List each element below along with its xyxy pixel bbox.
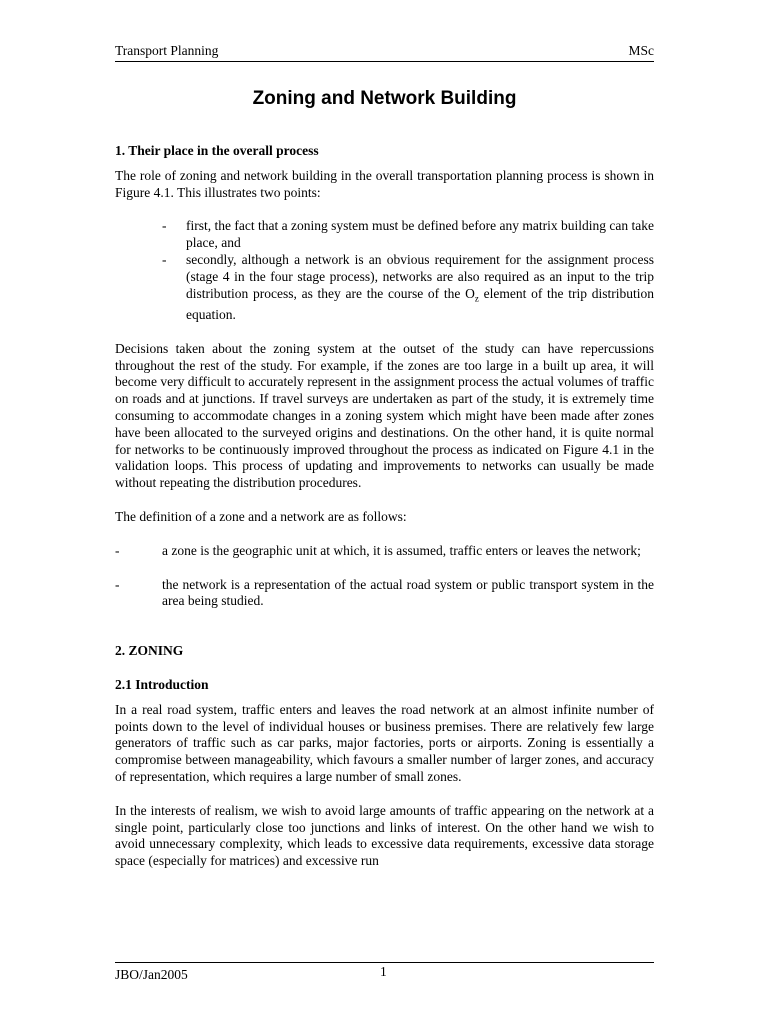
bullet-dash: - <box>162 251 167 267</box>
bullet-dash: - <box>162 218 167 234</box>
section1-heading: 1. Their place in the overall process <box>115 143 319 158</box>
document-body <box>115 143 654 870</box>
section2-heading: 2. ZONING <box>115 643 184 659</box>
document-title: Zoning and Network Building <box>252 88 517 109</box>
subscript: z <box>474 293 479 304</box>
bullet-dash: - <box>115 576 120 592</box>
definition-text: the network is a representation of the actual road system or public transport system in the area being studied. <box>162 576 654 609</box>
list-item-text-tail: element of the trip distribution equation. <box>186 285 655 323</box>
page-header <box>115 43 654 62</box>
definition-item <box>115 543 654 560</box>
list-item-text: secondly, although a network is an obvious requirement for the assignment process (stage 4 in the four stage process), networks are also required as an input to the trip distribution process, as they are the course of the O <box>186 251 654 301</box>
page-footer <box>115 962 654 982</box>
footer-author-date: JBO/Jan2005 <box>115 967 188 982</box>
bullet-dash: - <box>115 542 120 558</box>
page-number: 1 <box>380 964 387 979</box>
header-course-title: Transport Planning <box>115 43 219 58</box>
section1-paragraph-2: Decisions taken about the zoning system at the outset of the study can have repercussions throughout the rest of the study. For example, if the zones are too large in a built up area, it will become very difficult to accurately represent in the assignment process the actual volumes of traffic on roads and at junctions. If travel surveys are undertaken as part of the study, it is extremely time consuming to accommodate changes in a zoning system which might have been made after zones have been allocated to the surveyed origins and destinations. On the other hand, it is quite normal for networks to be continuously improved throughout the process as indicated on Figure 4.1 in the validation loops. This process of updating and improvements to networks can usually be made without repeating the distribution procedures. <box>115 340 654 491</box>
definition-text: a zone is the geographic unit at which, it is assumed, traffic enters or leaves the network; <box>162 542 641 558</box>
section2-paragraph-2: In the interests of realism, we wish to avoid large amounts of traffic appearing on the network at a single point, particularly close too junctions and links of interest. On the other hand we wish to avoid unnecessary complexity, which leads to excessive data requirements, excessive data storage space (especially for matrices) and excessive run <box>115 802 654 869</box>
section1-intro: The role of zoning and network building in the overall transportation planning process is shown in Figure 4.1. This illustrates two points: <box>115 167 654 200</box>
list-item-text: first, the fact that a zoning system must be defined before any matrix building can take place, and <box>186 218 654 251</box>
list-item <box>115 218 654 252</box>
section2-subheading: 2.1 Introduction <box>115 677 209 693</box>
section2-paragraph-1: In a real road system, traffic enters and leaves the road network at an almost infinite number of points down to the level of individual houses or business premises. There are relatively few large generators of traffic such as car parks, major factories, ports or airports. Zoning is essentially a compromise between manageability, which favours a smaller number of larger zones, and accuracy of representation, which requires a large number of small zones. <box>115 701 654 784</box>
header-level: MSc <box>628 43 654 58</box>
list-item <box>115 252 654 324</box>
definition-item <box>115 577 654 611</box>
section1-paragraph-3: The definition of a zone and a network are as follows: <box>115 509 407 525</box>
